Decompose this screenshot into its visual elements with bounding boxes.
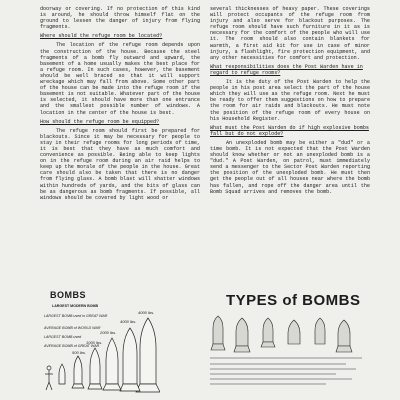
bombs-size-illustration <box>40 290 160 395</box>
question-heading: How should the refuge room be equipped? <box>40 118 160 125</box>
paragraph: several thicknesses of heavy paper. These coverings will protect occupants of the refuge room from injury and also serve for blackout purposes. The refuge room should have such furniture in it as is necessary for the comfort of the people who will use it. The room should also contain blankets for warmth, a first aid kit for use in case of minor injury, a flashlight, fire protection equipment, and any other necessities for comfort and protection. <box>210 6 370 61</box>
bomb-weight: 1000 lbs. <box>86 340 103 345</box>
bomb-label: LARGEST BOMB used <box>44 335 82 339</box>
bomb-label: AVERAGE BOMB of WORLD WAR <box>44 326 101 330</box>
bomb-label: LARGEST BOMB used in GREAT WAR <box>44 314 108 318</box>
bombs-title: BOMBS <box>50 290 86 300</box>
left-text-column <box>40 6 200 204</box>
paragraph: The refuge room should first be prepared for blackouts. Since it may be necessary for people to stay in their refuge rooms for long periods of time, it is best that they have as much comfort and convenience as possible. Being able to keep lights on in the refuge room during an air raid helps to keep up the morale of the people in the house. Great care should also be taken that there is no danger from flying glass. A bomb blast will shatter windows within hundreds of yards, and the bits of glass can be as dangerous as bomb fragments. If possible, all windows should be covered by light wood or <box>40 127 200 201</box>
paragraph: doorway or covering. If no protection of this kind is around, he should throw himself flat on the ground to lessen the danger of injury from flying fragments. <box>40 6 200 31</box>
bomb-weight: 4000 lbs. <box>138 310 155 315</box>
bomb-label: AVERAGE BOMB of GREAT WAR <box>44 344 100 348</box>
paragraph: It is the duty of the Post Warden to help the people in his post area select the part of the house which they will use as the refuge room. Next he must be ready to offer them suggestions on how to prepare the room for air raids and blackouts. He must note the position of the refuge room of every house on his Household Register. <box>210 79 370 122</box>
types-of-bombs-illustration <box>206 292 366 392</box>
bomb-weight: 500 lbs. <box>72 350 87 355</box>
bomb-weight: 2000 lbs. <box>100 330 117 335</box>
bomb-weight: 4000 lbs. <box>120 319 137 324</box>
question-heading: Where should the refuge room be located? <box>40 33 163 40</box>
paragraph: The location of the refuge room depends upon the construction of the house. Because the steel fragments of a bomb fly outward and upward, the basement of a home usually makes the best place for a refuge room. In such cases, however, the basement should be well braced so that it will support wreckage which may fall from above. Some other part of the house can be made into the refuge room if the basement is not suitable. Whatever part of the house is selected, it should have more than one entrance and the smallest possible number of windows. A location in the center of the house is best. <box>40 42 200 116</box>
types-title: TYPES of BOMBS <box>226 292 361 309</box>
types-drawings <box>206 292 366 392</box>
bomb-drawings <box>40 290 160 395</box>
bomb-label: LARGEST MODERN BOMB <box>52 304 99 308</box>
question-heading: What responsibilities does the Post Warden have in regard to refuge rooms? <box>210 63 363 76</box>
right-text-column <box>210 6 370 198</box>
paragraph: An unexploded bomb may be either a "dud" or a time bomb. It is not expected that the Post Warden should know whether or not an unexploded bomb is a "dud." A Post Warden, on patrol, must immediately send a messenger to the Sector Post Warden reporting the position of the unexploded bomb. He must then get the people out of all houses near where the bomb has fallen, and rope off the danger area until the Bomb Squad arrives and removes the bomb. <box>210 139 370 195</box>
question-heading: What must the Post Warden do if high explosive bombs fall but do not explode? <box>210 124 369 137</box>
